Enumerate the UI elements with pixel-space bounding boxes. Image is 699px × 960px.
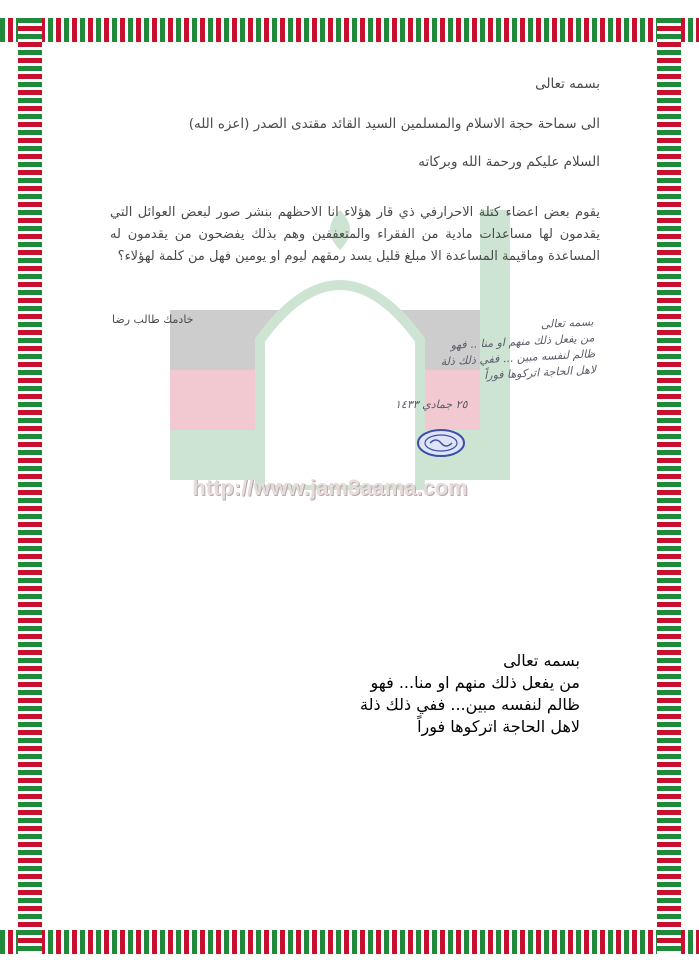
transcript-line: لاهل الحاجة اتركوها فوراً <box>417 717 580 736</box>
transcript-line: من يفعل ذلك منهم او منا... فهو <box>370 673 580 692</box>
transcript-line: بسمه تعالى <box>503 651 580 670</box>
transcript-line: ظالم لنفسه مبين... ففي ذلك ذلة <box>359 695 580 714</box>
stamp-icon <box>416 428 466 458</box>
border-bottom <box>0 930 699 954</box>
watermark-url: http://www.jam3aama.com <box>192 475 468 500</box>
transcript <box>300 650 580 738</box>
letter-signature: خادمك طالب رضا <box>112 313 194 326</box>
handwritten-line: لاهل الحاجة اتركوها فوراً <box>483 363 597 383</box>
handwritten-line: بسمه تعالى <box>540 315 594 332</box>
letter-body: يقوم بعض اعضاء كتلة الاحرارفي ذي قار هؤلاء انا الاحظهم بنشر صور لبعض العوائل التي يقدمون لها مساعدات مادية من الفقراء والمتعففين وهم بذلك يفضحون من يقدمون له المساعدة وماقيمة المساعدة الا مبلغ قليل يسد رمقهم ليوم او يومين فهل من كلمة لهؤلاء؟ <box>110 205 600 264</box>
border-left <box>18 18 42 954</box>
handwritten-line: من يفعل ذلك منهم او منا .. فهو <box>450 331 595 352</box>
handwritten-date: ٢٥ جمادي ١٤٣٣ <box>395 398 468 411</box>
letter-greeting: بسمه تعالى <box>535 76 600 92</box>
handwritten-reply <box>373 314 596 389</box>
letter-salam: السلام عليكم ورحمة الله وبركاته <box>418 154 600 170</box>
handwritten-line: ظالم لنفسه مبين ... ففي ذلك ذلة <box>440 347 596 369</box>
border-top <box>0 18 699 42</box>
border-right <box>657 18 681 954</box>
letter-address: الى سماحة حجة الاسلام والمسلمين السيد القائد مقتدى الصدر (اعزه الله) <box>188 116 600 132</box>
